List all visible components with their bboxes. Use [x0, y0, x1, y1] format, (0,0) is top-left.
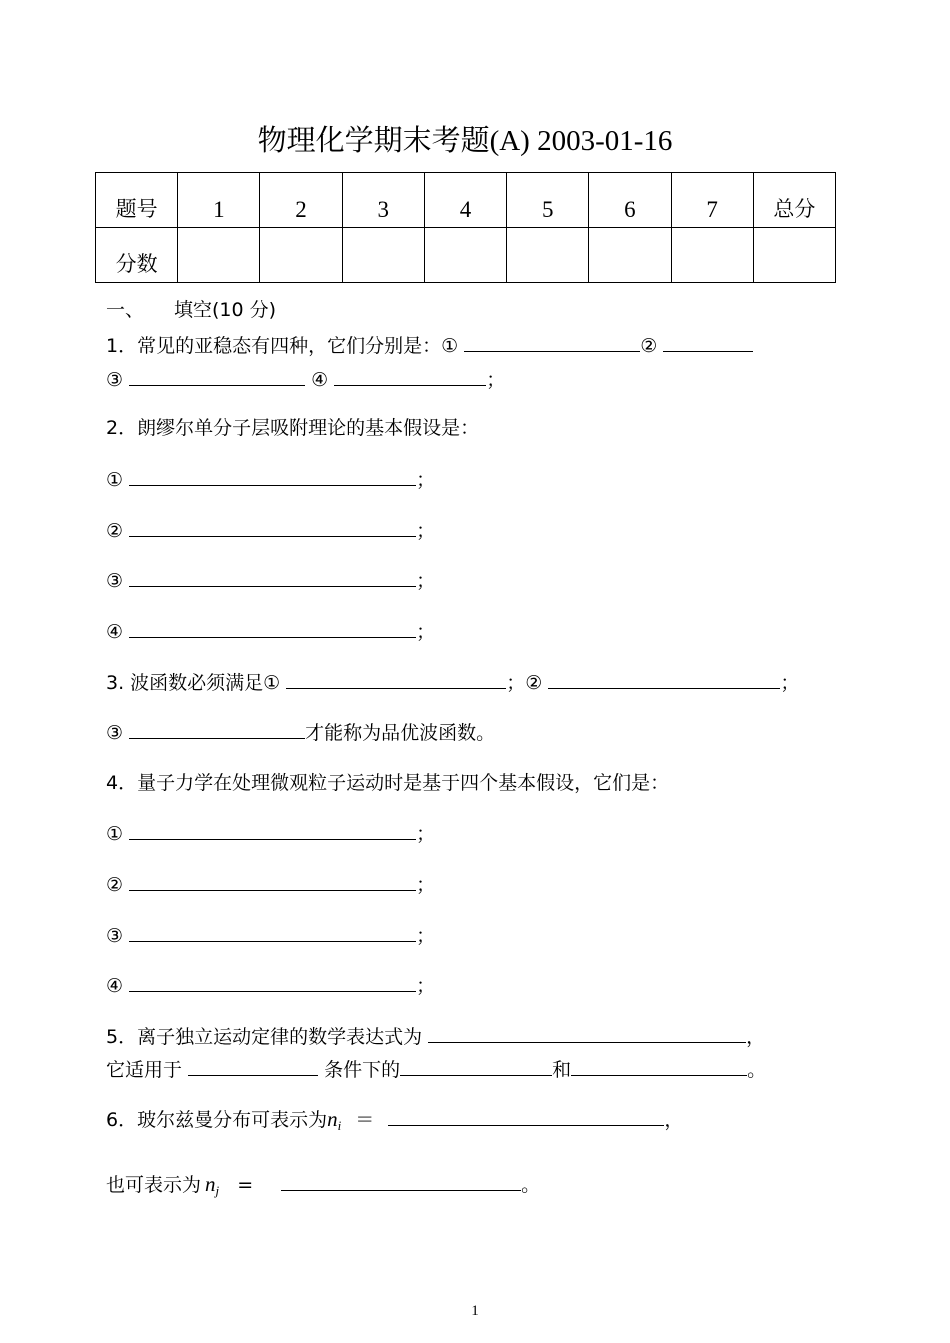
answer-blank[interactable]: [388, 1107, 664, 1126]
question-3: [106, 670, 799, 695]
score-cell[interactable]: [260, 228, 342, 283]
score-cell[interactable]: [589, 228, 671, 283]
column-header-total: 总分: [753, 173, 835, 228]
score-cell-total[interactable]: [753, 228, 835, 283]
answer-blank[interactable]: [129, 467, 416, 486]
marker: ①: [441, 335, 459, 357]
section-heading: [106, 298, 276, 322]
question-2-item: [106, 518, 435, 543]
subscript-j: j: [215, 1183, 220, 1198]
question-5-line2: [106, 1057, 766, 1082]
section-title: 填空(10 分): [174, 299, 277, 321]
marker: ①: [263, 672, 281, 694]
score-table-header-row: [96, 173, 836, 228]
punct: ，: [664, 1109, 684, 1131]
answer-blank[interactable]: [286, 670, 506, 689]
answer-blank[interactable]: [129, 619, 416, 638]
punct: ；: [780, 672, 800, 694]
variable-n: n: [327, 1107, 338, 1131]
question-text: 5．离子独立运动定律的数学表达式为: [106, 1026, 423, 1048]
marker: ④: [106, 975, 124, 997]
equals-sign: =: [237, 1174, 254, 1196]
marker: ③: [106, 722, 124, 744]
question-2-item: [106, 619, 435, 644]
answer-blank[interactable]: [129, 518, 416, 537]
answer-blank[interactable]: [129, 367, 305, 386]
punct: ，: [746, 1026, 766, 1048]
question-1-line2: [106, 367, 505, 392]
question-2: [106, 416, 479, 440]
punct: ；: [416, 469, 436, 491]
punct: ；: [416, 520, 436, 542]
punct: ；: [416, 925, 436, 947]
question-4-item: [106, 973, 435, 998]
marker: ③: [106, 925, 124, 947]
score-cell[interactable]: [671, 228, 753, 283]
punct: ；: [486, 369, 506, 391]
answer-blank[interactable]: [129, 872, 416, 891]
row-label: 分数: [96, 228, 178, 283]
answer-blank[interactable]: [129, 720, 305, 739]
question-3-line2: [106, 720, 495, 745]
punct: ；: [506, 672, 526, 694]
marker: ②: [525, 672, 543, 694]
question-text: 2．朗缪尔单分子层吸附理论的基本假设是：: [106, 417, 480, 439]
question-text: 条件下的: [324, 1059, 401, 1081]
punct: 。: [747, 1059, 767, 1081]
score-cell[interactable]: [507, 228, 589, 283]
marker: ①: [106, 823, 124, 845]
column-header: 3: [342, 173, 424, 228]
question-2-item: [106, 568, 435, 593]
answer-blank[interactable]: [334, 367, 486, 386]
punct: ；: [416, 570, 436, 592]
subscript-i: i: [337, 1118, 342, 1133]
marker: ③: [106, 570, 124, 592]
column-header: 2: [260, 173, 342, 228]
punct: ；: [416, 874, 436, 896]
question-4: [106, 771, 669, 795]
question-1: [106, 333, 753, 358]
question-text: 1．常见的亚稳态有四种，它们分别是：: [106, 335, 442, 357]
question-2-item: [106, 467, 435, 492]
punct: ；: [416, 621, 436, 643]
score-table: [95, 172, 836, 283]
question-4-item: [106, 821, 435, 846]
answer-blank[interactable]: [571, 1057, 747, 1076]
question-text: 3. 波函数必须满足: [106, 672, 264, 694]
page-number: 1: [471, 1303, 479, 1319]
question-text: 和: [552, 1059, 572, 1081]
column-header: 4: [424, 173, 506, 228]
question-text: 4．量子力学在处理微观粒子运动时是基于四个基本假设，它们是：: [106, 772, 670, 794]
answer-blank[interactable]: [129, 923, 416, 942]
question-4-item: [106, 923, 435, 948]
question-text: 它适用于: [106, 1059, 183, 1081]
score-cell[interactable]: [424, 228, 506, 283]
exam-title: 物理化学期末考题(A) 2003-01-16: [257, 125, 673, 157]
column-header: 6: [589, 173, 671, 228]
equals-sign: ＝: [355, 1109, 375, 1131]
punct: 。: [521, 1174, 541, 1196]
answer-blank[interactable]: [129, 821, 416, 840]
question-6: [106, 1107, 683, 1138]
score-cell[interactable]: [342, 228, 424, 283]
marker: ③: [106, 369, 124, 391]
answer-blank[interactable]: [129, 568, 416, 587]
answer-blank[interactable]: [428, 1024, 746, 1043]
marker: ②: [106, 874, 124, 896]
answer-blank[interactable]: [548, 670, 780, 689]
header-label: 题号: [96, 173, 178, 228]
question-5: [106, 1024, 765, 1049]
marker: ②: [640, 335, 658, 357]
answer-blank[interactable]: [400, 1057, 552, 1076]
marker: ①: [106, 469, 124, 491]
marker: ②: [106, 520, 124, 542]
marker: ④: [311, 369, 329, 391]
answer-blank[interactable]: [129, 973, 416, 992]
variable-n: n: [205, 1172, 216, 1196]
punct: ；: [416, 975, 436, 997]
punct: ；: [416, 823, 436, 845]
answer-blank[interactable]: [663, 333, 753, 352]
question-text: 才能称为品优波函数。: [305, 722, 496, 744]
column-header: 7: [671, 173, 753, 228]
marker: ④: [106, 621, 124, 643]
answer-blank[interactable]: [281, 1172, 521, 1191]
score-table-score-row: [96, 228, 836, 283]
score-cell[interactable]: [178, 228, 260, 283]
column-header: 1: [178, 173, 260, 228]
question-4-item: [106, 872, 435, 897]
answer-blank[interactable]: [464, 333, 640, 352]
answer-blank[interactable]: [188, 1057, 318, 1076]
question-text: 6．玻尔兹曼分布可表示为: [106, 1109, 328, 1131]
section-number: 一、: [106, 299, 145, 321]
question-text: 也可表示为: [106, 1174, 202, 1196]
column-header: 5: [507, 173, 589, 228]
question-6-line2: [106, 1172, 540, 1203]
